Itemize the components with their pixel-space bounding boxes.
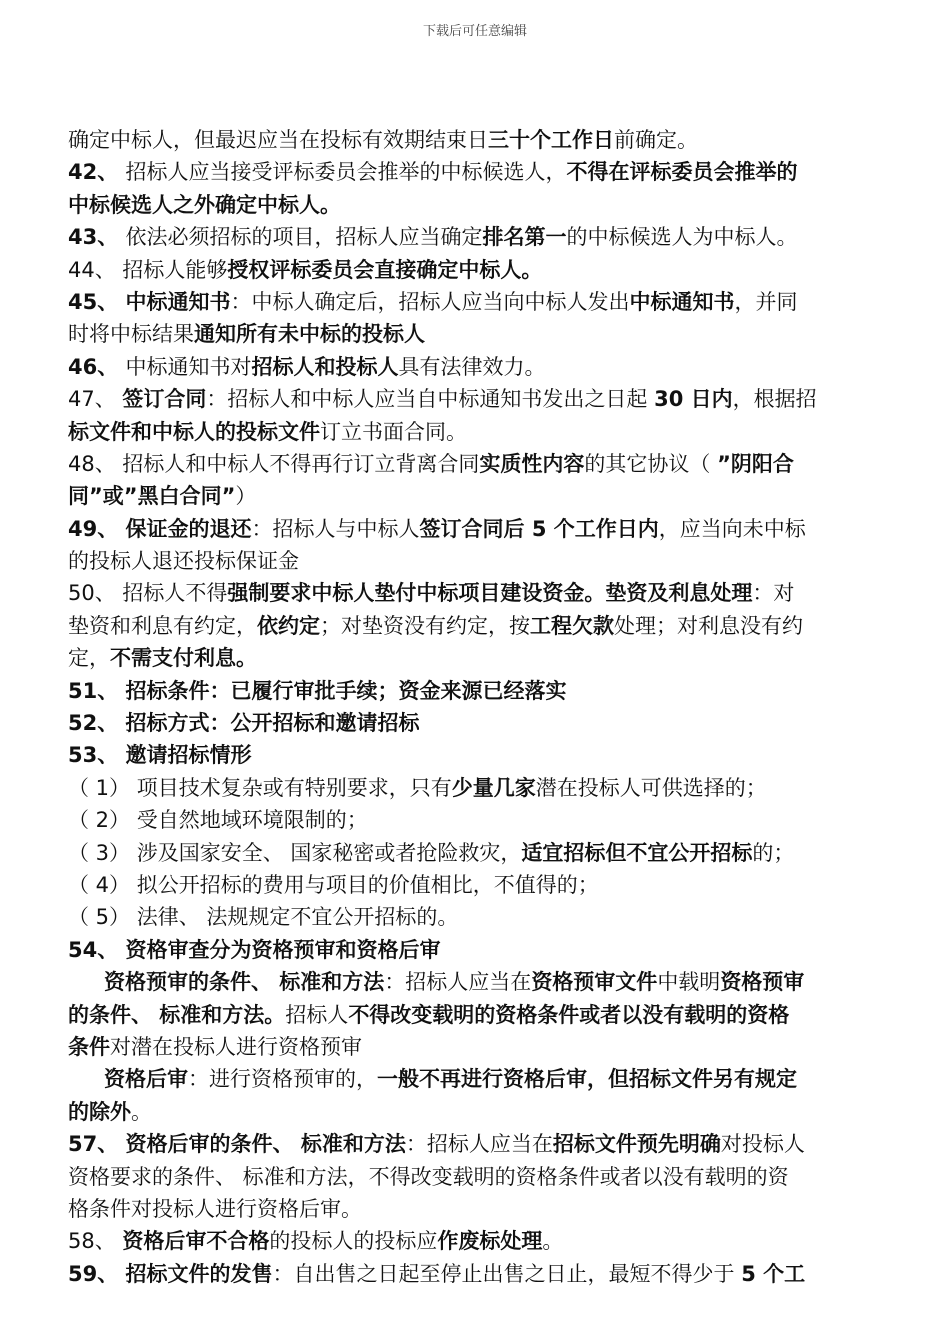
bold-text: 招标人和投标人: [251, 354, 399, 379]
bold-text: 排名第一: [482, 225, 567, 250]
bold-text: 资格预审: [720, 970, 805, 995]
bold-text: 资格预审文件: [531, 970, 658, 995]
bold-text: 实质性内容: [479, 451, 585, 476]
text-line: [68, 1161, 882, 1193]
text-line: [68, 480, 882, 512]
text-line: [68, 999, 882, 1031]
text-line: [68, 1128, 882, 1160]
text-line: [68, 610, 882, 642]
bold-text: 资格审查分为资格预审和资格后审: [125, 937, 441, 962]
item-number: 47、: [68, 387, 123, 412]
text-line: [68, 772, 882, 804]
item-number: 49、: [68, 516, 126, 541]
text-segment: 。: [542, 1229, 564, 1254]
text-line: [68, 901, 882, 933]
text-segment: ：招标人应当在: [384, 970, 532, 995]
bold-text: 签订合同: [122, 387, 207, 412]
item-number: 57、: [68, 1132, 126, 1157]
text-segment: 招标人应当接受评标委员会推举的中标候选人，: [125, 160, 567, 185]
text-segment: 招标人不得: [122, 581, 228, 606]
text-line: [68, 221, 882, 253]
text-segment: ：中标人确定后，招标人应当向中标人发出: [230, 289, 630, 314]
text-segment: （ 3） 涉及国家安全、 国家秘密或者抢险救灾，: [68, 840, 522, 865]
text-line: [68, 837, 882, 869]
item-number: 43、: [68, 225, 126, 250]
bold-text: 资格后审不合格: [122, 1229, 270, 1254]
text-segment: 招标人能够: [122, 257, 228, 282]
bold-text: 5 个工: [741, 1261, 806, 1286]
text-line: [68, 1193, 882, 1225]
bold-text: 招标文件预先明确: [552, 1132, 721, 1157]
bold-text: 适宜招标但不宜公开招标: [521, 840, 753, 865]
text-line: [68, 189, 882, 221]
text-segment: 处理；对利息没有约: [614, 613, 803, 638]
text-segment: 垫资和利息有约定，: [68, 613, 257, 638]
bold-text: 的条件、 标准和方法。: [68, 1002, 286, 1027]
bold-text: 条件: [68, 1034, 110, 1059]
text-line: [68, 351, 882, 383]
text-line: [68, 156, 882, 188]
text-segment: 招标人: [285, 1002, 349, 1027]
text-segment: 。: [131, 1099, 152, 1124]
text-segment: ：进行资格预审的，: [188, 1067, 377, 1092]
text-line: [68, 513, 882, 545]
bold-text: 30 日内: [654, 387, 733, 412]
item-number: 51、: [68, 678, 126, 703]
text-segment: 招标人和中标人不得再行订立背离合同: [122, 451, 480, 476]
bold-text: 依约定: [257, 613, 320, 638]
item-number: 48、: [68, 451, 123, 476]
text-segment: 订立书面合同。: [320, 419, 467, 444]
text-segment: ）: [235, 484, 257, 509]
bold-text: 不得改变载明的资格条件或者以没有载明的资格: [348, 1002, 790, 1027]
text-segment: 潜在投标人可供选择的；: [535, 775, 767, 800]
text-line: [68, 869, 882, 901]
text-line: [68, 1225, 882, 1257]
text-segment: 确定中标人，但最迟应当在投标有效期结束日: [68, 128, 488, 152]
text-segment: 定，: [68, 646, 110, 671]
text-line: [68, 739, 882, 771]
text-segment: （ 1） 项目技术复杂或有特别要求，只有: [68, 775, 452, 800]
text-segment: 依法必须招标的项目，招标人应当确定: [125, 225, 483, 250]
item-number: 53、: [68, 743, 126, 768]
text-segment: ：对: [752, 581, 795, 606]
item-number: 59、: [68, 1261, 126, 1286]
text-segment: 对投标人: [720, 1132, 805, 1157]
text-segment: 的中标候选人为中标人。: [566, 225, 798, 250]
text-segment: 的；: [752, 840, 795, 865]
text-line: [68, 675, 882, 707]
bold-text: 强制要求中标人垫付中标项目建设资金。垫资及利息处理: [227, 581, 753, 606]
bold-text: 签订合同后 5 个工作日内: [419, 516, 659, 541]
text-line: [68, 545, 882, 577]
bold-text: 保证金的退还: [125, 516, 252, 541]
bold-text: 不需支付利息。: [110, 646, 257, 671]
item-number: 54、: [68, 937, 126, 962]
bold-text: 标文件和中标人的投标文件: [68, 419, 320, 444]
text-segment: ：招标人应当在: [405, 1132, 553, 1157]
item-number: 50、: [68, 581, 123, 606]
item-number: 42、: [68, 160, 126, 185]
text-line: [68, 1063, 882, 1095]
bold-text: 作废标处理: [437, 1229, 543, 1254]
bold-text: 招标文件的发售: [125, 1261, 273, 1286]
item-number: 58、: [68, 1229, 123, 1254]
bold-text: 邀请招标情形: [125, 743, 252, 768]
text-line: [68, 124, 882, 156]
item-number: 46、: [68, 354, 126, 379]
text-line: [68, 448, 882, 480]
text-line: [68, 1096, 882, 1128]
text-line: [68, 286, 882, 318]
bold-text: 工程欠款: [530, 613, 614, 638]
bold-text: 中标通知书: [125, 289, 231, 314]
text-segment: （ 5） 法律、 法规规定不宜公开招标的。: [68, 905, 459, 930]
text-segment: 中载明: [657, 970, 721, 995]
bold-text: 同”或”黑白合同”: [68, 484, 236, 509]
bold-text: 资格后审的条件、 标准和方法: [125, 1132, 406, 1157]
bold-text: 的除外: [68, 1099, 131, 1124]
text-segment: 前确定。: [614, 128, 698, 152]
item-number: 45、: [68, 289, 126, 314]
bold-text: 招标条件：已履行审批手续；资金来源已经落实: [125, 678, 567, 703]
text-line: [68, 966, 882, 998]
text-line: [68, 416, 882, 448]
text-segment: 中标通知书对: [125, 354, 252, 379]
text-segment: ，并同: [734, 289, 798, 314]
text-line: [68, 1258, 882, 1290]
bold-text: 中标通知书: [629, 289, 735, 314]
bold-text: 资格后审: [104, 1067, 188, 1092]
text-line: [68, 318, 882, 350]
bold-text: 授权评标委员会直接确定中标人。: [227, 257, 543, 282]
text-segment: 资格要求的条件、 标准和方法，不得改变载明的资格条件或者以没有载明的资: [68, 1164, 789, 1189]
bold-text: ”阴阳合: [717, 451, 794, 476]
text-segment: ，根据招: [732, 387, 817, 412]
text-segment: 的其它协议（: [584, 451, 718, 476]
text-line: [68, 254, 882, 286]
text-line: [68, 707, 882, 739]
text-line: [68, 383, 882, 415]
document-body: [68, 124, 882, 1290]
bold-text: 资格预审的条件、 标准和方法: [104, 970, 385, 995]
text-segment: 的投标人退还投标保证金: [68, 549, 299, 574]
text-line: [68, 1031, 882, 1063]
text-segment: ：招标人和中标人应当自中标通知书发出之日起: [206, 387, 655, 412]
text-segment: ；对垫资没有约定，按: [320, 613, 530, 638]
text-segment: ：自出售之日起至停止出售之日止，最短不得少于: [272, 1261, 742, 1286]
text-line: [68, 804, 882, 836]
text-segment: 格条件对投标人进行资格后审。: [68, 1196, 362, 1221]
text-segment: （ 2） 受自然地域环境限制的；: [68, 808, 368, 833]
bold-text: 不得在评标委员会推举的: [566, 160, 798, 185]
bold-text: 中标候选人之外确定中标人。: [68, 192, 341, 217]
bold-text: 少量几家: [451, 775, 536, 800]
bold-text: 通知所有未中标的投标人: [194, 322, 425, 347]
bold-text: 招标方式：公开招标和邀请招标: [125, 711, 420, 736]
text-segment: （ 4） 拟公开招标的费用与项目的价值相比，不值得的；: [68, 872, 599, 897]
text-segment: 对潜在投标人进行资格预审: [110, 1034, 362, 1059]
text-segment: 的投标人的投标应: [269, 1229, 438, 1254]
page-header: 下载后可任意编辑: [422, 24, 527, 39]
text-segment: 具有法律效力。: [398, 354, 546, 379]
text-segment: ：招标人与中标人: [251, 516, 420, 541]
text-segment: ，应当向未中标: [658, 516, 806, 541]
item-number: 44、: [68, 257, 123, 282]
text-segment: 时将中标结果: [68, 322, 194, 347]
text-line: [68, 934, 882, 966]
text-line: [68, 577, 882, 609]
bold-text: 一般不再进行资格后审，但招标文件另有规定: [377, 1067, 797, 1092]
text-line: [68, 642, 882, 674]
bold-text: 三十个工作日: [488, 128, 614, 152]
item-number: 52、: [68, 711, 126, 736]
